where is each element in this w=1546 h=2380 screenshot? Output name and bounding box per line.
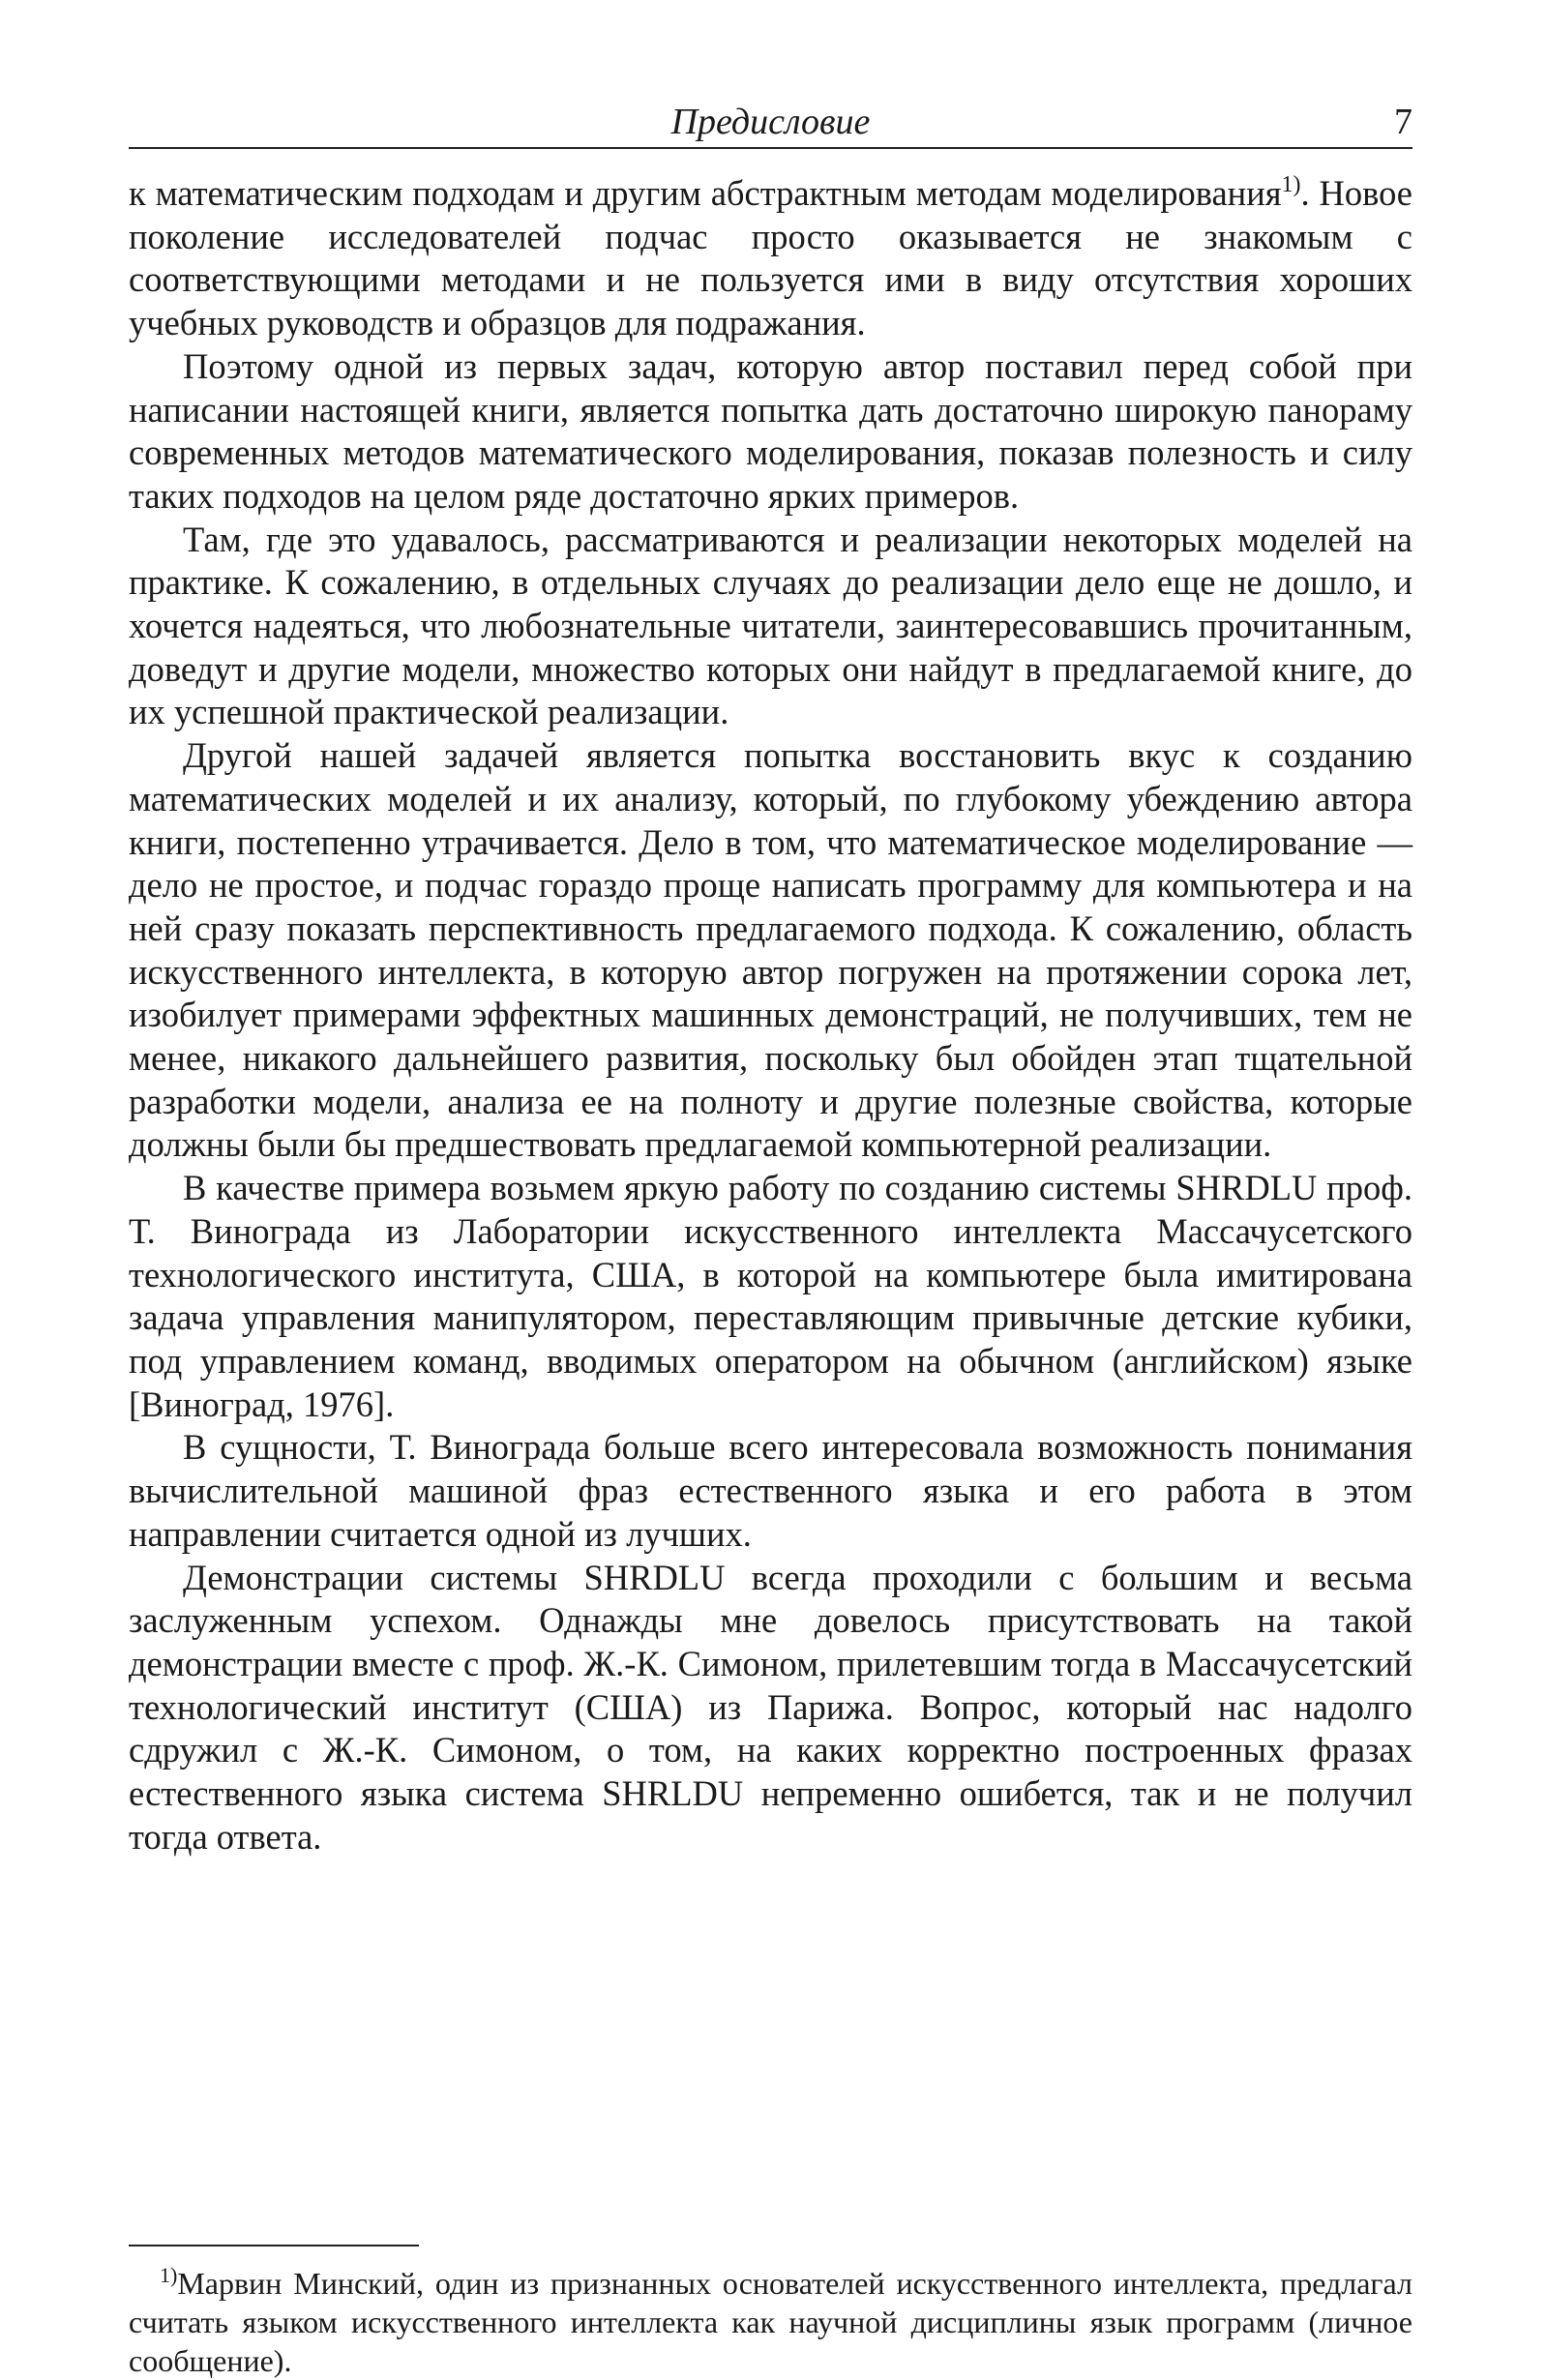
paragraph-1-after: . Новое поколение исследователей подчас просто оказывается не знакомым с соответствующими методами и не пользуется ими в виду отсутствия хороших учебных руководств и образцов для подражания. [129,173,1412,343]
paragraph-2: Поэтому одной из первых задач, которую автор поставил перед собой при написании настоящей книги, является попытка дать достаточно широкую панораму современных методов математического моделирования, показав полезность и силу таких подходов на целом ряде достаточно ярких примеров. [129,345,1412,516]
footnote-text [129,2264,1412,2380]
footnote-body: Марвин Минский, один из признанных основателей искусственного интеллекта, предлагал считать языком искусственного интеллекта как научной дисциплины язык программ (личное сообщение). [129,2266,1412,2378]
footnote [129,2245,1412,2380]
book-page [129,97,1412,2378]
paragraph-3: Там, где это удавалось, рассматриваются и реализации некоторых моделей на практике. К сожалению, в отдельных случаях до реализации дело еще не дошло, и хочется надеяться, что любознательные читатели, заинтересовавшись прочитанным, доведут и другие модели, множество которых они найдут в предлагаемой книге, до их успешной практической реализации. [129,519,1412,732]
running-title: Предисловие [670,102,871,142]
paragraph-5: В качестве примера возьмем яркую работу по созданию системы SHRDLU проф. Т. Винограда из Лаборатории искусственного интеллекта Массачусетского технологического института, США, в которой на компьютере была имитирована задача управления манипулятором, переставляющим привычные детские кубики, под управлением команд, вводимых оператором на обычном (английском) языке [Виноград, 1976]. [129,1168,1412,1424]
paragraph-1-before: к математическим подходам и другим абстрактным методам моделирования [129,173,1282,213]
running-head [129,97,1412,149]
main-text [129,172,1412,1859]
paragraph-7: Демонстрации системы SHRDLU всегда проходили с большим и весьма заслуженным успехом. Однажды мне довелось присутствовать на такой демонстрации вместе с проф. Ж.-К. Симоном, прилетевшим тогда в Массачусетский технологический институт (США) из Парижа. Вопрос, который нас надолго сдружил с Ж.-К. Симоном, о том, на каких корректно построенных фразах естественного языка система SHRLDU непременно ошибется, так и не получил тогда ответа. [129,1557,1412,1857]
footnote-rule [129,2245,419,2246]
footnote-reference: 1) [1281,172,1301,197]
footnote-mark: 1) [160,2263,178,2287]
paragraph-1 [129,172,1412,345]
page-number: 7 [1394,102,1412,142]
paragraph-6: В сущности, Т. Винограда больше всего интересовала возможность понимания вычислительной машиной фраз естественного языка и его работа в этом направлении считается одной из лучших. [129,1427,1412,1554]
paragraph-4: Другой нашей задачей является попытка восстановить вкус к созданию математических моделей и их анализу, который, по глубокому убеждению автора книги, постепенно утрачивается. Дело в том, что математическое моделирование — дело не простое, и подчас гораздо проще написать программу для компьютера и на ней сразу показать перспективность предлагаемого подхода. К сожалению, область искусственного интеллекта, в которую автор погружен на протяжении сорока лет, изобилует примерами эффектных машинных демонстраций, не получивших, тем не менее, никакого дальнейшего развития, поскольку был обойден этап тщательной разработки модели, анализа ее на полноту и другие полезные свойства, которые должны были бы предшествовать предлагаемой компьютерной реализации. [129,735,1412,1165]
